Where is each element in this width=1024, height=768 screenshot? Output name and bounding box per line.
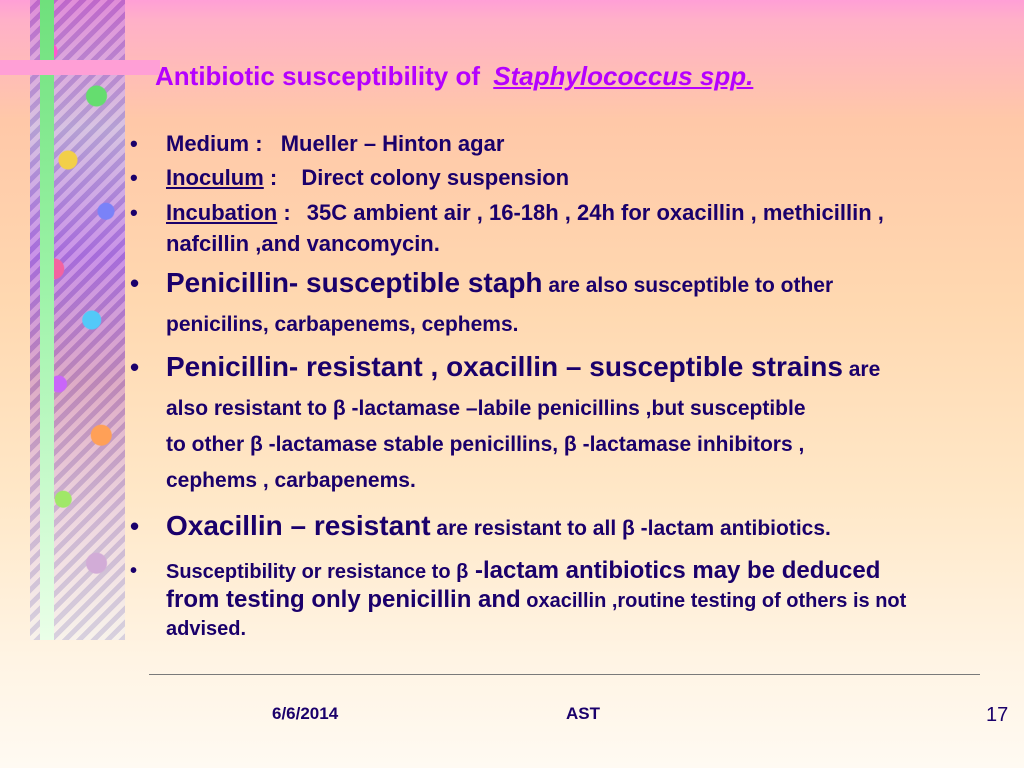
oxa-text: are resistant to all β -lactam antibiotics. [430,517,831,540]
footer-date: 6/6/2014 [272,704,339,723]
footer-divider [149,674,980,675]
penicillin-lead: Penicillin- susceptible staph [166,267,543,298]
slide-title [155,58,1015,94]
inoculum-colon: : [263,165,278,190]
bullet-incubation [128,197,968,259]
bullet-penicillin-resistant [128,349,968,496]
resistant-text: are [842,358,881,381]
deduce-text1: Susceptibility or resistance to β [166,561,469,583]
bullet-medium [128,127,968,161]
bullet-dot: • [130,165,138,190]
resistant-text-line3: to other β -lactamase stable penicillins, β -lactamase inhibitors , [166,433,805,456]
bullet-penicillin-susceptible [128,265,968,343]
bullet-dot: • [130,511,140,541]
penicillin-text: are also susceptible to other [542,274,834,297]
incubation-value: 35C ambient air , 16-18h , 24h for oxacillin , methicillin , [306,200,884,225]
incubation-colon: : [277,200,291,225]
bullet-deduce [128,557,968,643]
inoculum-label: Inoculum [166,165,264,190]
inoculum-value: Direct colony suspension [301,165,570,190]
bullet-dot: • [130,352,140,382]
oxa-lead: Oxacillin – resistant [166,510,431,541]
penicillin-text-line2: penicilins, carbapenems, cephems. [166,313,519,336]
medium-value: Mueller – Hinton agar [280,131,505,156]
decorative-green-bar [40,0,54,640]
resistant-text-line4: cephems , carbapenems. [166,469,416,492]
deduce-text2: -lactam antibiotics may be deduced [468,557,881,584]
bullet-dot: • [130,268,140,298]
footer-center: AST [566,704,600,723]
title-plain: Antibiotic susceptibility of [155,61,481,91]
slide-content [128,127,968,643]
incubation-label: Incubation [166,200,278,225]
title-emphasis: Staphylococcus spp. [493,61,754,91]
resistant-lead: Penicillin- resistant , oxacillin – susceptible strains [166,351,843,382]
deduce-text3: from testing only penicillin and [166,586,521,613]
deduce-text4: oxacillin ,routine testing of others is not [520,590,907,612]
deduce-text5: advised. [166,618,247,640]
bullet-dot: • [130,200,138,225]
bullet-oxacillin-resistant [128,508,968,547]
bullet-inoculum [128,161,968,195]
footer-page-number: 17 [986,704,1009,726]
incubation-value-line2: nafcillin ,and vancomycin. [166,231,440,256]
decorative-pink-bar [0,60,160,75]
medium-label: Medium : [166,131,263,156]
bullet-dot: • [130,560,138,582]
bullet-dot: • [130,131,138,156]
resistant-text-line2: also resistant to β -lactamase –labile penicillins ,but susceptible [166,397,806,420]
